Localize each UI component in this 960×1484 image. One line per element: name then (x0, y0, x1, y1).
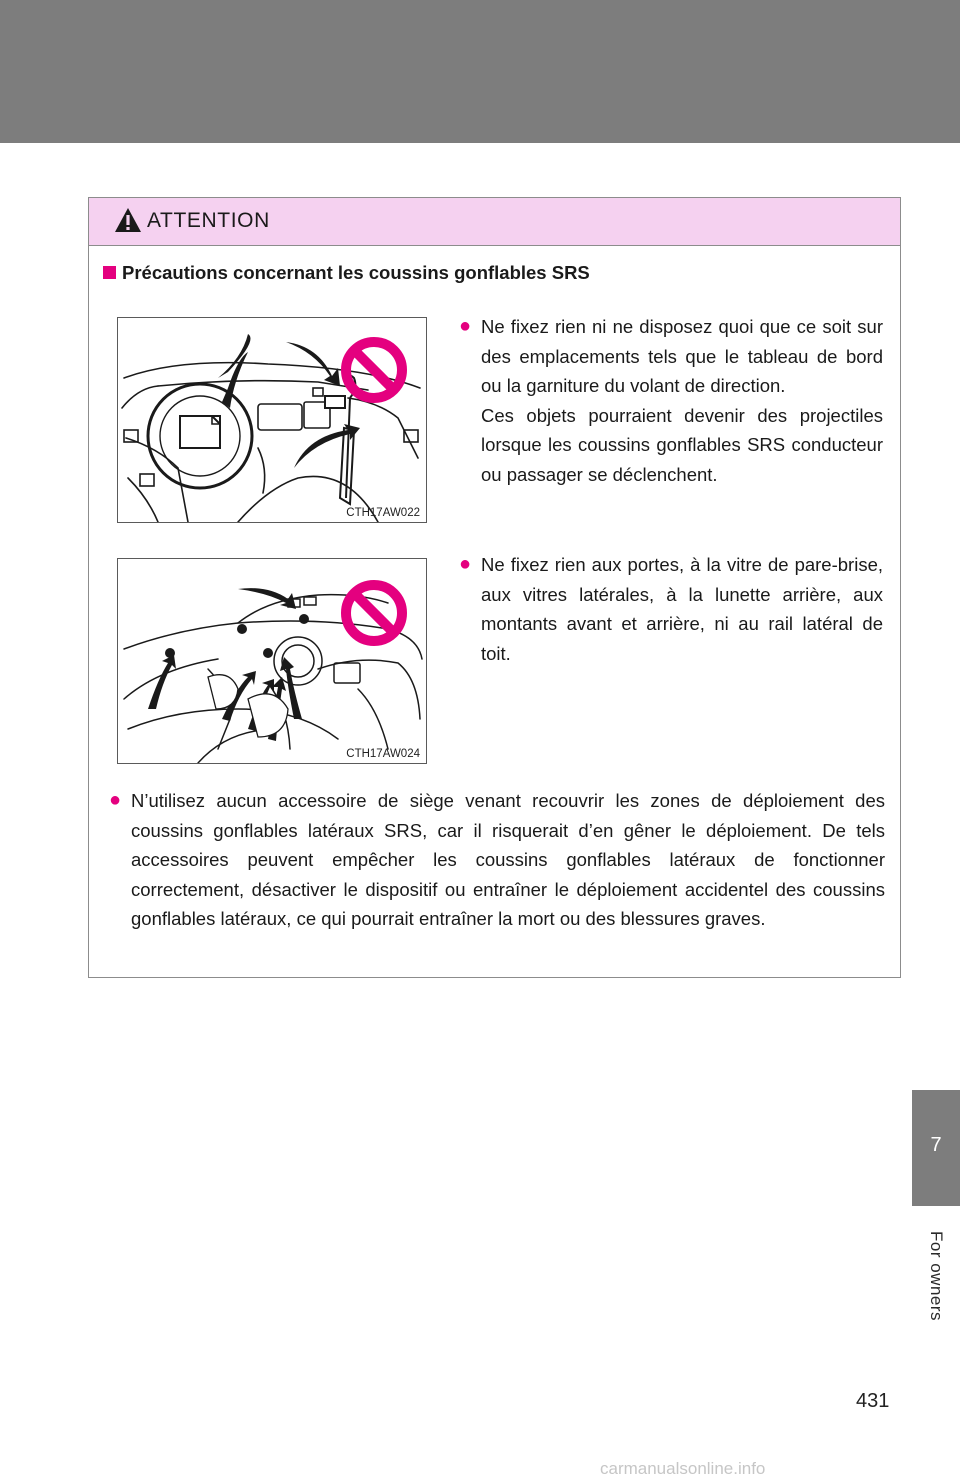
section-label-text: For owners (927, 1230, 946, 1322)
figure-code: CTH17AW024 (346, 748, 420, 760)
figure-code: CTH17AW022 (346, 507, 420, 519)
attention-box (88, 197, 901, 978)
attention-title: ATTENTION (147, 209, 270, 232)
subheading-text: Précautions concernant les coussins gonflables SRS (122, 262, 590, 283)
figure-interior (117, 558, 427, 764)
figure-dashboard (117, 317, 427, 523)
bullet-dot-icon: ● (459, 315, 472, 337)
no-entry-icon (340, 336, 408, 404)
no-entry-icon (340, 579, 408, 647)
chapter-number: 7 (930, 1134, 942, 1156)
bullet-text: Ne fixez rien aux portes, à la vitre de pare-brise, aux vitres latérales, à la lunette arrière, aux montants avant et arrière, ni au rail latéral de toit. (481, 554, 883, 664)
warning-triangle-icon (114, 207, 142, 233)
top-band (0, 0, 960, 143)
page-number: 431 (856, 1390, 890, 1412)
square-bullet-icon (103, 266, 116, 279)
section-subheading (103, 262, 590, 284)
attention-header (89, 198, 900, 246)
bullet-item (459, 312, 883, 489)
bullet-text: Ne fixez rien ni ne disposez quoi que ce soit sur des emplacements tels que le tableau de bord ou la garniture du volant de direction. (481, 316, 883, 396)
section-label (914, 1206, 958, 1346)
bullet-item (109, 786, 885, 934)
bullet-item (459, 550, 883, 668)
bullet-dot-icon: ● (109, 789, 122, 811)
bullet-dot-icon: ● (459, 553, 472, 575)
chapter-tab[interactable] (912, 1090, 960, 1206)
bullet-text-continued: Ces objets pourraient devenir des projectiles lorsque les coussins gonflables SRS conducteur ou passager se déclenchent. (481, 404, 883, 485)
watermark: carmanualsonline.info (600, 1459, 766, 1478)
bullet-text: N’utilisez aucun accessoire de siège venant recouvrir les zones de déploiement des coussins gonflables latéraux SRS, car il risquerait d’en gêner le déploiement. De tels accessoires peuvent empêcher les coussins gonflables latéraux de fonctionner correctement, désactiver le dispositif ou entraîner le déploiement accidentel des coussins gonflables latéraux, ce qui pourrait entraîner la mort ou des blessures graves. (131, 790, 885, 929)
